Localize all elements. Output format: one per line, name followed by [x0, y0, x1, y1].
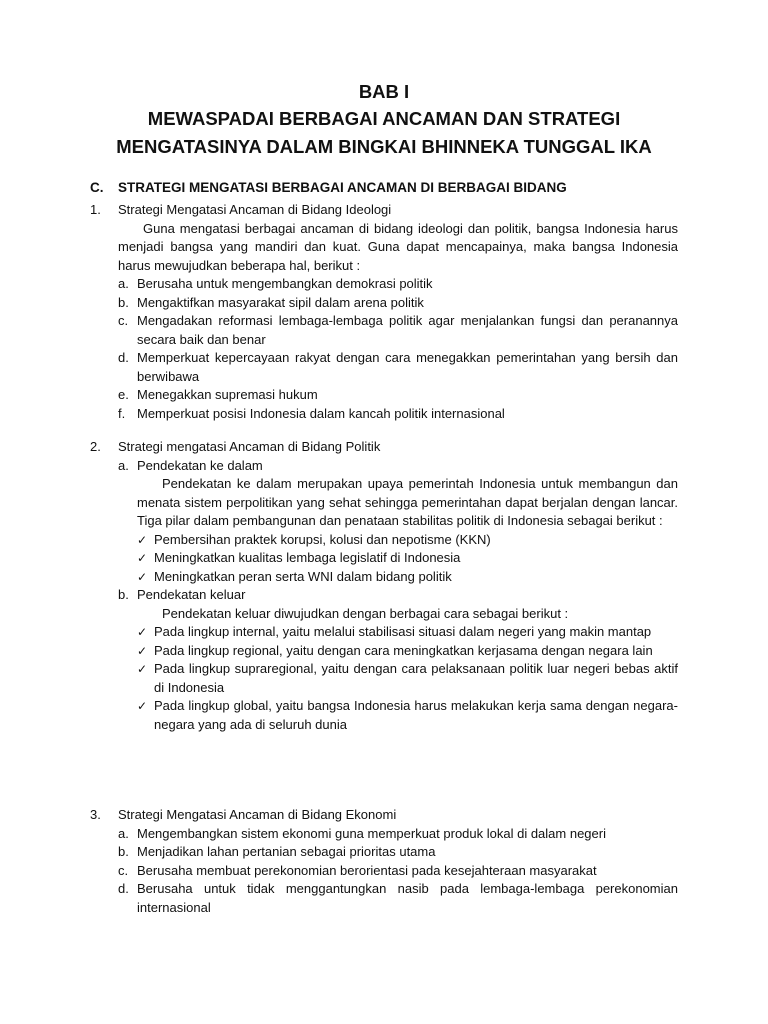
list-item: e. Menegakkan supremasi hukum [118, 387, 318, 402]
subsection-politik [90, 438, 678, 734]
subsection-number: 3. [90, 807, 101, 822]
section-label: C. [90, 180, 104, 195]
check-icon: ✓ [137, 662, 148, 676]
chapter-title-line-2: MENGATASINYA DALAM BINGKAI BHINNEKA TUNGGAL IKA [116, 136, 652, 157]
list-item: b. Mengaktifkan masyarakat sipil dalam arena politik [118, 294, 424, 310]
check-item: ✓ Pada lingkup regional, yaitu dengan cara meningkatkan kerjasama dengan negara lain [137, 642, 678, 661]
checklist [137, 623, 678, 734]
subsection-heading [90, 806, 678, 825]
check-item: ✓ Meningkatkan kualitas lembaga legislatif di Indonesia [137, 549, 678, 568]
chapter-label: BAB I [358, 81, 410, 102]
list-item: d. Memperkuat kepercayaan rakyat dengan cara menegakkan pemerintahan yang bersih dan berwibawa [118, 350, 678, 384]
check-icon: ✓ [137, 532, 148, 547]
politik-list [118, 457, 678, 735]
ekonomi-list [118, 825, 678, 918]
section-heading [90, 179, 567, 198]
check-icon: ✓ [137, 699, 148, 713]
paragraph: Pendekatan keluar diwujudkan dengan berbagai cara sebagai berikut : [162, 605, 569, 621]
subsection-heading [90, 438, 678, 457]
subsection-heading [90, 201, 678, 220]
check-icon: ✓ [137, 551, 148, 565]
subsection-number: 1. [90, 202, 101, 217]
list-item: c. Mengadakan reformasi lembaga-lembaga politik agar menjalankan fungsi dan peranannya secara baik dan benar [118, 313, 678, 347]
check-item: ✓ Meningkatkan peran serta WNI dalam bidang politik [137, 568, 678, 587]
subsection-ekonomi [90, 806, 678, 917]
list-item-pendekatan-ke-dalam: a. Pendekatan ke dalam Pendekatan ke dalam merupakan upaya pemerintah Indonesia untuk membangun dan menata sistem perpolitikan yang sehat sehingga pemerintahan dapat berjalan dengan lancar. Tiga pilar dalam pembangunan dan penataan stabilitas politik di Indonesia sebagai berikut : ✓ Pembersihan praktek korupsi, kolusi dan nepotisme (KKN) ✓ Meningkatkan kualitas lembaga legislatif di Indonesia ✓ Meningkatkan peran serta WNI dalam bidang politik [118, 457, 678, 587]
chapter-title-line-1: MEWASPADAI BERBAGAI ANCAMAN DAN STRATEGI [147, 108, 621, 129]
check-item: ✓ Pada lingkup supraregional, yaitu dengan cara pelaksanaan politik luar negeri bebas aktif di Indonesia [137, 661, 678, 695]
check-item: ✓ Pada lingkup global, yaitu bangsa Indonesia harus melakukan kerja sama dengan negara-negara yang ada di seluruh dunia [137, 698, 678, 732]
checklist [137, 531, 678, 587]
check-item: ✓ Pembersihan praktek korupsi, kolusi dan nepotisme (KKN) [137, 531, 678, 550]
check-item: ✓ Pada lingkup internal, yaitu melalui stabilisasi situasi dalam negeri yang makin mantap [137, 623, 678, 642]
check-icon: ✓ [137, 643, 148, 658]
subsection-ideologi [90, 201, 678, 423]
subsection-title: Strategi mengatasi Ancaman di Bidang Politik [118, 439, 381, 454]
list-item: f. Memperkuat posisi Indonesia dalam kancah politik internasional [118, 405, 505, 421]
subsection-title: Strategi Mengatasi Ancaman di Bidang Ideologi [118, 202, 392, 217]
check-icon: ✓ [137, 625, 148, 639]
check-icon: ✓ [137, 569, 148, 584]
list-item: b. Menjadikan lahan pertanian sebagai prioritas utama [118, 844, 436, 859]
list-item-pendekatan-keluar: b. Pendekatan keluar Pendekatan keluar diwujudkan dengan berbagai cara sebagai berikut : ✓ Pada lingkup internal, yaitu melalui stabilisasi situasi dalam negeri yang makin mantap ✓ Pada lingkup regional, yaitu dengan cara meningkatkan kerjasama dengan negara lain ✓ Pada lingkup supraregional, yaitu dengan cara pelaksanaan politik luar negeri bebas aktif di Indonesia ✓ Pada lingkup global, yaitu bangsa Indonesia harus melakukan kerja sama dengan negara-negara yang ada di seluruh dunia [118, 586, 678, 734]
paragraph: Pendekatan ke dalam merupakan upaya pemerintah Indonesia untuk membangun dan menata sistem perpolitikan yang sehat sehingga pemerintahan dapat berjalan dengan lancar. Tiga pilar dalam pembangunan dan penataan stabilitas politik di Indonesia sebagai berikut : [137, 476, 678, 528]
list-item: d. Berusaha untuk tidak menggantungkan nasib pada lembaga-lembaga perekonomian internasional [118, 881, 678, 915]
list-item: c. Berusaha membuat perekonomian berorientasi pada kesejahteraan masyarakat [118, 862, 597, 878]
ideologi-list [118, 275, 678, 423]
section-title: STRATEGI MENGATASI BERBAGAI ANCAMAN DI BERBAGAI BIDANG [118, 180, 567, 195]
item-title: Pendekatan ke dalam [137, 457, 263, 473]
paragraph: Guna mengatasi berbagai ancaman di bidang ideologi dan politik, bangsa Indonesia harus menjadi bangsa yang mandiri dan kuat. Guna dapat mencapainya, maka bangsa Indonesia harus mewujudkan beberapa hal, berikut : [118, 220, 678, 273]
subsection-title: Strategi Mengatasi Ancaman di Bidang Ekonomi [118, 807, 397, 822]
subsection-number: 2. [90, 439, 101, 454]
item-title: Pendekatan keluar [137, 587, 246, 602]
list-item: a. Mengembangkan sistem ekonomi guna memperkuat produk lokal di dalam negeri [118, 825, 606, 841]
list-item: a. Berusaha untuk mengembangkan demokrasi politik [118, 276, 433, 291]
